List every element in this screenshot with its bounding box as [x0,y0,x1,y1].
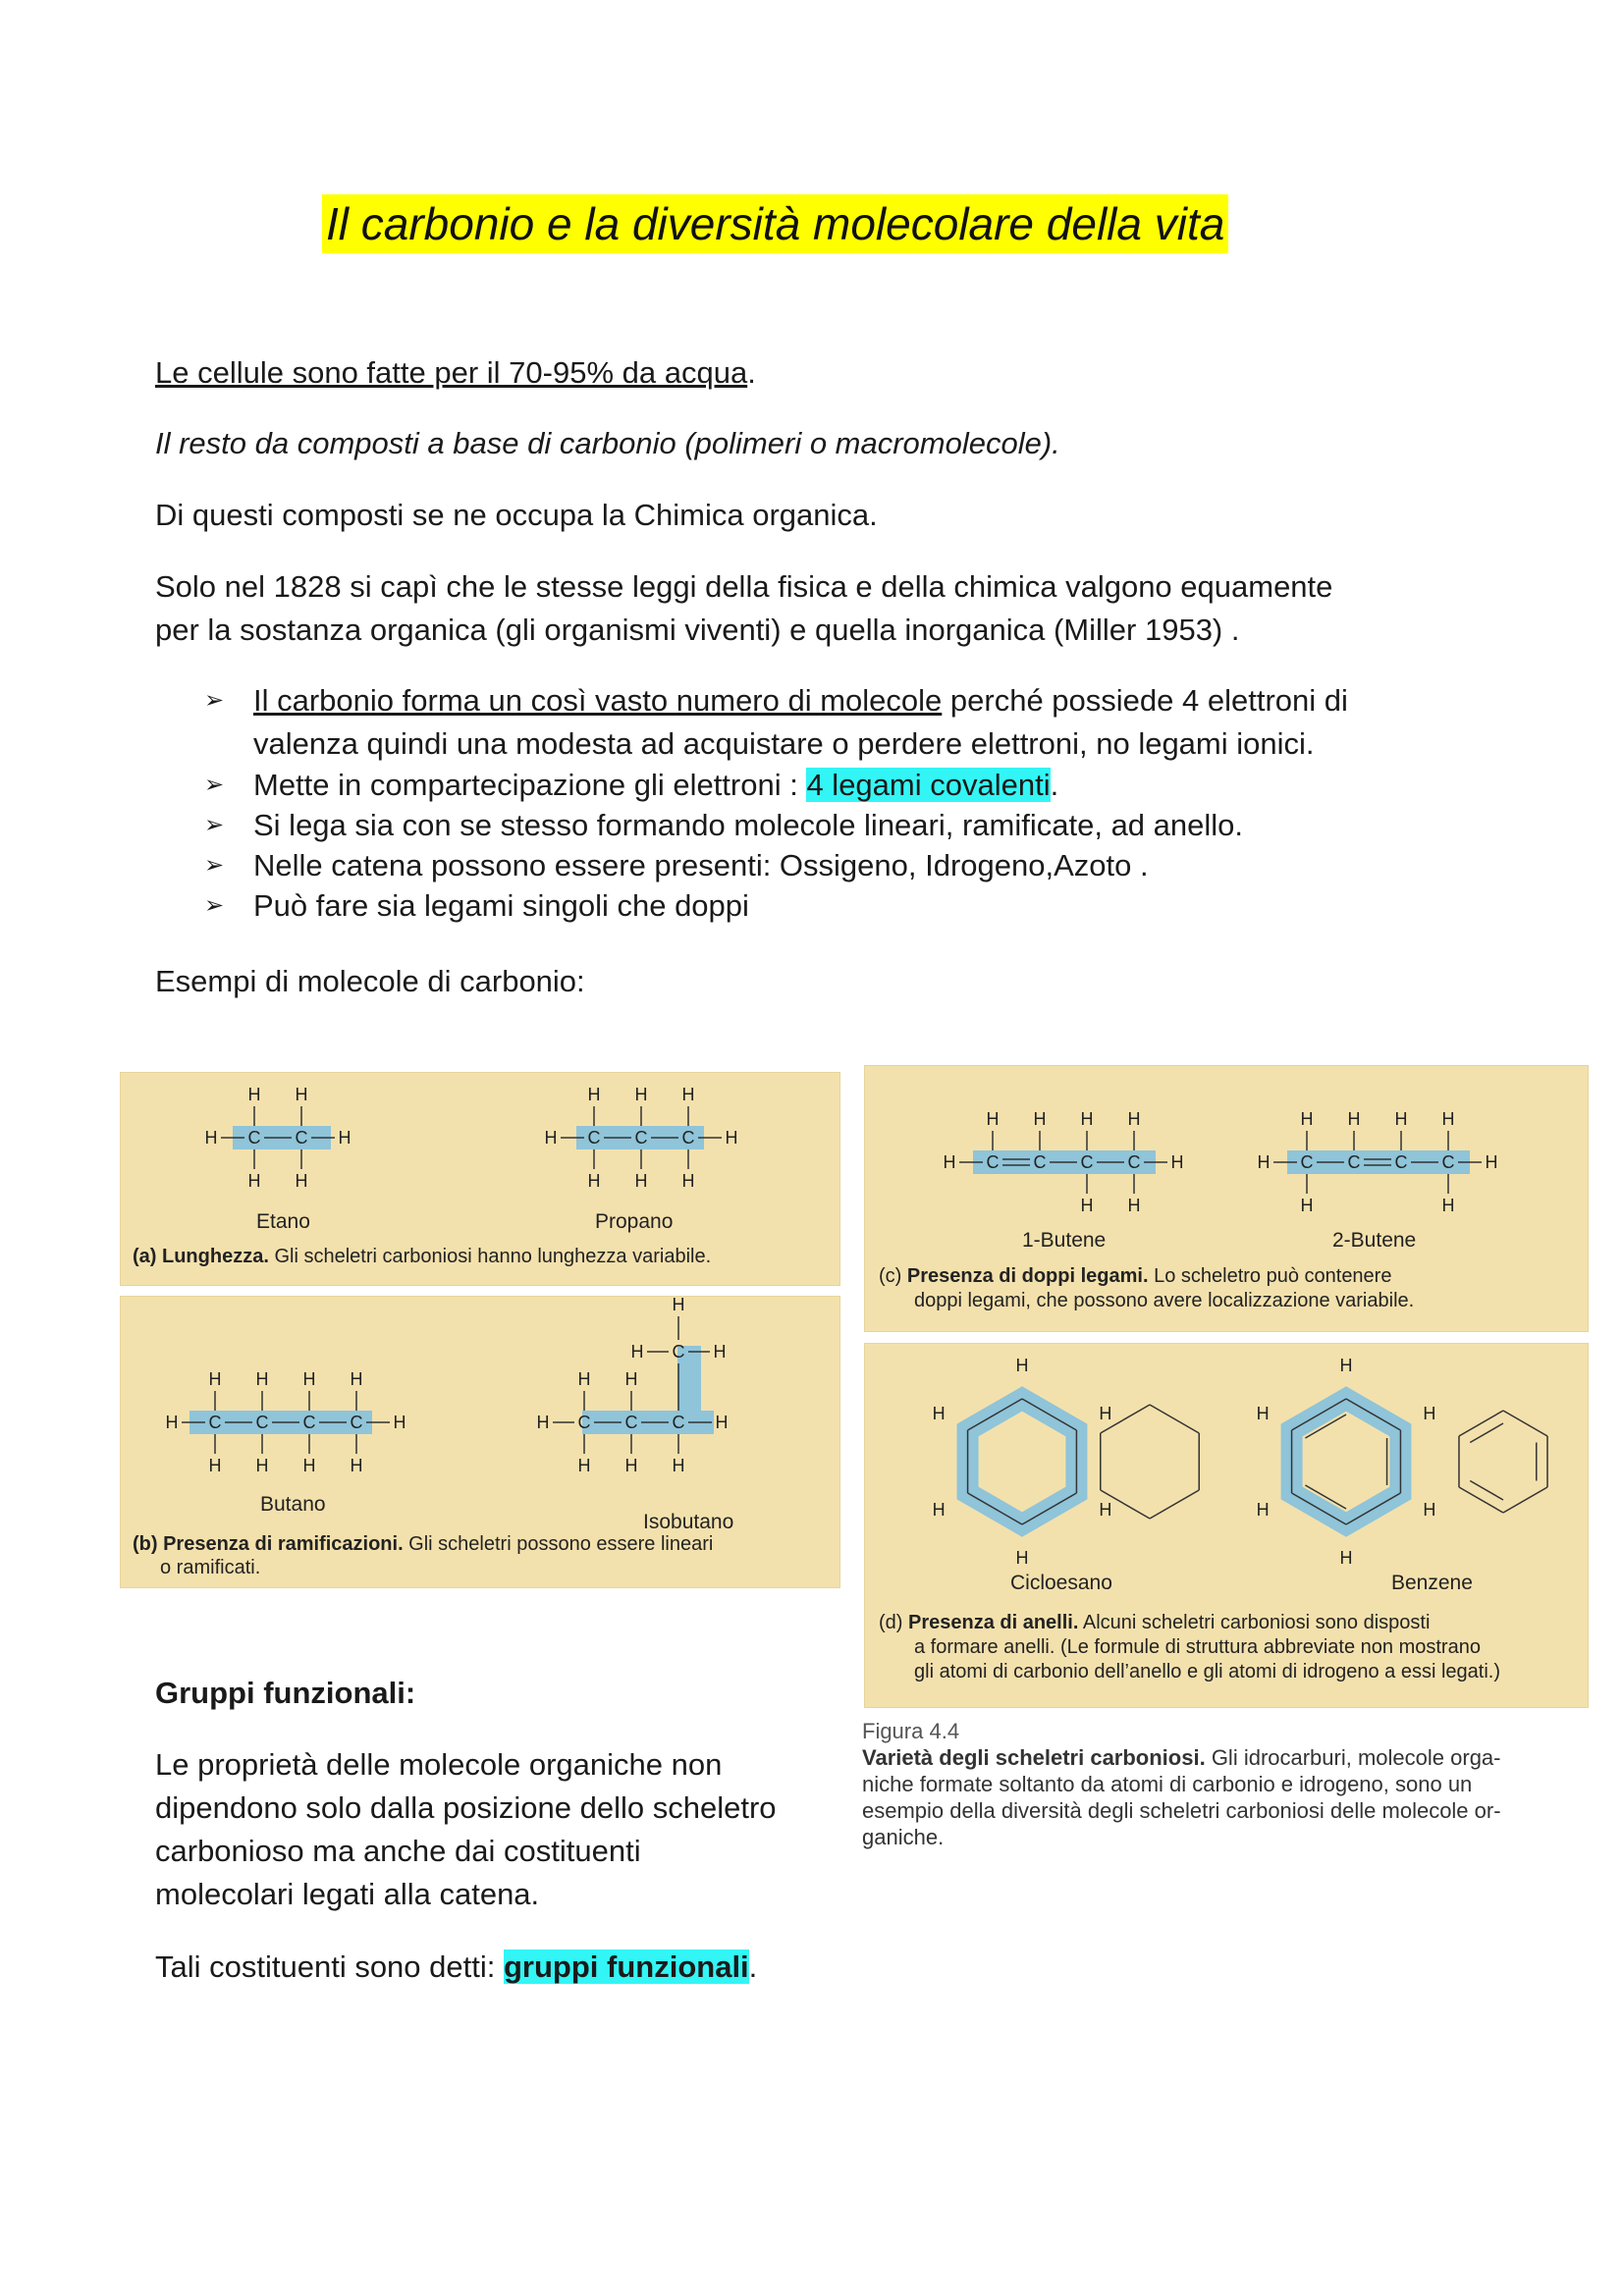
caption-bold: (a) Lunghezza. [133,1246,269,1267]
molecule-label: Propano [595,1210,674,1233]
hydrogen-atom: H [1127,1196,1141,1215]
caption-prefix: (c) [879,1265,907,1287]
hydrogen-atom: H [295,1171,308,1191]
hydrogen-atom: H [681,1085,695,1104]
paragraph-functional-line2: dipendono solo dalla posizione dello scheletro [155,1790,777,1825]
carbon-atom: C [295,1128,308,1148]
figure-number: Figura 4.4 [862,1719,960,1743]
hydrogen-atom: H [1300,1109,1314,1129]
figure-caption-line3: esempio della diversità degli scheletri carboniosi delle molecole or- [862,1798,1501,1823]
hydrogen-atom: H [350,1369,363,1389]
hydrogen-atom: H [1080,1109,1094,1129]
hydrogen-atom: H [204,1128,218,1148]
panel-caption-line2: o ramificati. [160,1557,261,1578]
hydrogen-atom: H [208,1456,222,1475]
carbon-atom: C [1394,1152,1408,1172]
hydrogen-atom: H [1441,1196,1455,1215]
hydrogen-atom: H [1080,1196,1094,1215]
caption-bold: Presenza di anelli. [908,1612,1079,1633]
caption-text: Gli scheletri possono essere lineari [403,1533,714,1555]
hydrogen-atom: H [681,1171,695,1191]
ring-bond [1459,1487,1503,1513]
carbon-atom: C [1033,1152,1047,1172]
ring-bond [1459,1411,1503,1436]
carbon-atom: C [587,1128,601,1148]
arrow-bullet-icon: ➢ [204,772,225,798]
panel-caption-line2: doppi legami, che possono avere localizzazione variabile. [914,1290,1415,1311]
hydrogen-atom: H [1099,1404,1112,1423]
hydrogen-atom: H [587,1171,601,1191]
paragraph-carbon-compounds: Il resto da composti a base di carbonio (polimeri o macromolecole). [155,426,1060,460]
caption-bold: Presenza di doppi legami. [906,1265,1149,1287]
figure-caption-line2: niche formate soltanto da atomi di carbonio e idrogeno, sono un [862,1772,1473,1796]
examples-label: Esempi di molecole di carbonio: [155,964,585,998]
arrow-bullet-icon: ➢ [204,687,225,714]
hydrogen-atom: H [624,1456,638,1475]
hydrogen-atom: H [536,1413,550,1432]
bullet-text: perché possiede 4 elettroni di [942,683,1348,718]
hydrogen-atom: H [1347,1109,1361,1129]
panel-caption-line2: a formare anelli. (Le formule di struttura abbreviate non mostrano [914,1636,1481,1658]
carbon-atom: C [302,1413,316,1432]
hydrogen-atom: H [577,1369,591,1389]
hydrogen-atom: H [932,1500,946,1520]
highlighted-text: gruppi funzionali [503,1949,749,1984]
hydrogen-atom: H [672,1297,685,1314]
caption-text: Lo scheletro può contenere [1148,1265,1392,1287]
ring-bond [1503,1411,1547,1436]
caption-text: Gli scheletri carboniosi hanno lunghezza variabile. [268,1246,712,1267]
molecule-label: Cicloesano [1010,1572,1112,1594]
hydrogen-atom: H [630,1342,644,1362]
bullet-text: Mette in compartecipazione gli elettroni : [253,768,807,802]
hydrogen-atom: H [1441,1109,1455,1129]
hydrogen-atom: H [1127,1109,1141,1129]
carbon-atom: C [672,1342,685,1362]
panel-caption [879,1611,1430,1635]
carbon-atom: C [577,1413,591,1432]
underlined-text: Il carbonio forma un così vasto numero di molecole [253,683,943,718]
hydrogen-atom: H [1257,1152,1271,1172]
carbon-atom: C [634,1128,648,1148]
figure-caption [862,1718,1589,1850]
hydrogen-atom: H [713,1342,727,1362]
figure-panel-b [120,1296,840,1588]
arrow-bullet-icon: ➢ [204,812,225,838]
carbon-atom: C [1347,1152,1361,1172]
hydrogen-atom: H [986,1109,1000,1129]
hydrogen-atom: H [1015,1548,1029,1568]
ring-bond [1503,1487,1547,1513]
hydrogen-atom: H [393,1413,406,1432]
hydrogen-atom: H [1015,1356,1029,1375]
hydrogen-atom: H [1423,1500,1436,1520]
ring-bond [1150,1405,1199,1433]
hydrogen-atom: H [1256,1500,1270,1520]
hydrogen-atom: H [725,1128,738,1148]
hydrogen-atom: H [1339,1548,1353,1568]
hydrogen-atom: H [1394,1109,1408,1129]
panel-caption [133,1245,711,1269]
paragraph-cells-water [155,351,756,395]
hydrogen-atom: H [624,1369,638,1389]
arrow-bullet-icon: ➢ [204,852,225,879]
hydrogen-atom: H [1485,1152,1498,1172]
molecule-label: 2-Butene [1332,1229,1417,1252]
molecule-label: Benzene [1391,1572,1473,1594]
hydrogen-atom: H [247,1085,261,1104]
period: . [747,355,756,390]
hydrogen-atom: H [544,1128,558,1148]
bullet-text: Si lega sia con se stesso formando molecole lineari, ramificate, ad anello. [253,808,1244,842]
period: . [748,1949,758,1984]
hydrogen-atom: H [1423,1404,1436,1423]
carbon-atom: C [1127,1152,1141,1172]
paragraph-functional-line1: Le proprietà delle molecole organiche non [155,1747,723,1782]
hydrogen-atom: H [350,1456,363,1475]
bullet-text: Nelle catena possono essere presenti: Ossigeno, Idrogeno,Azoto . [253,848,1149,882]
caption-bold: (b) Presenza di ramificazioni. [133,1533,404,1555]
bullet-text: valenza quindi una modesta ad acquistare o perdere elettroni, no legami ionici. [253,726,1315,761]
hydrogen-atom: H [943,1152,956,1172]
paragraph-functional-groups [155,1946,757,1989]
hydrogen-atom: H [302,1456,316,1475]
arrow-bullet-icon: ➢ [204,892,225,919]
molecule-label: Butano [260,1493,326,1516]
figure-caption-line4: ganiche. [862,1825,945,1849]
paragraph-organic-chemistry: Di questi composti se ne occupa la Chimica organica. [155,498,878,532]
figure-panel-a [120,1072,840,1286]
hydrogen-atom: H [247,1171,261,1191]
carbon-atom: C [672,1413,685,1432]
section-heading-functional-groups: Gruppi funzionali: [155,1676,416,1710]
paragraph-functional-line4: molecolari legati alla catena. [155,1877,540,1911]
hydrogen-atom: H [302,1369,316,1389]
carbon-atom: C [208,1413,222,1432]
carbon-atom: C [624,1413,638,1432]
paragraph-1828-line1: Solo nel 1828 si capì che le stesse leggi della fisica e della chimica valgono equamente [155,569,1333,604]
figure-panel-c [864,1065,1589,1332]
carbon-atom: C [1300,1152,1314,1172]
paragraph-text: Tali costituenti sono detti: [155,1949,504,1984]
hydrogen-atom: H [672,1456,685,1475]
carbon-atom: C [247,1128,261,1148]
bullet-text: Può fare sia legami singoli che doppi [253,888,749,923]
hydrogen-atom: H [338,1128,352,1148]
figure-panel-d [864,1343,1589,1708]
hydrogen-atom: H [715,1413,729,1432]
hydrogen-atom: H [1256,1404,1270,1423]
panel-caption [133,1532,713,1557]
hydrogen-atom: H [295,1085,308,1104]
period: . [1050,768,1059,802]
caption-bold: Varietà degli scheletri carboniosi. [862,1745,1206,1770]
skeleton-ring [1292,1399,1401,1524]
hydrogen-atom: H [634,1171,648,1191]
molecule-label: Isobutano [643,1511,734,1533]
carbon-atom: C [350,1413,363,1432]
hydrogen-atom: H [255,1456,269,1475]
figure-caption-line1 [862,1744,1589,1771]
skeleton-ring [968,1399,1077,1524]
hydrogen-atom: H [1170,1152,1184,1172]
carbon-atom: C [1441,1152,1455,1172]
panel-caption [879,1264,1391,1289]
hydrogen-atom: H [577,1456,591,1475]
hydrogen-atom: H [1300,1196,1314,1215]
hydrogen-atom: H [208,1369,222,1389]
paragraph-1828-line2: per la sostanza organica (gli organismi viventi) e quella inorganica (Miller 1953) . [155,613,1240,647]
hydrogen-atom: H [1099,1500,1112,1520]
molecule-label: 1-Butene [1022,1229,1107,1252]
hydrogen-atom: H [1339,1356,1353,1375]
highlighted-text: 4 legami covalenti [806,768,1051,802]
carbon-atom: C [255,1413,269,1432]
carbon-atom: C [1080,1152,1094,1172]
hydrogen-atom: H [634,1085,648,1104]
hydrogen-atom: H [932,1404,946,1423]
carbon-atom: C [681,1128,695,1148]
caption-text: Alcuni scheletri carboniosi sono disposti [1078,1612,1431,1633]
carbon-atom: C [986,1152,1000,1172]
caption-text: Gli idrocarburi, molecole orga- [1205,1745,1501,1770]
hydrogen-atom: H [165,1413,179,1432]
paragraph-functional-line3: carbonioso ma anche dai costituenti [155,1834,641,1868]
page-title: Il carbonio e la diversità molecolare della vita [322,194,1228,253]
hydrogen-atom: H [255,1369,269,1389]
hydrogen-atom: H [587,1085,601,1104]
underlined-text: Le cellule sono fatte per il 70-95% da acqua [155,355,748,390]
caption-prefix: (d) [879,1612,908,1633]
hydrogen-atom: H [1033,1109,1047,1129]
molecule-label: Etano [256,1210,310,1233]
ring-bond [1150,1490,1199,1519]
panel-caption-line3: gli atomi di carbonio dell’anello e gli atomi di idrogeno a essi legati.) [914,1661,1501,1682]
